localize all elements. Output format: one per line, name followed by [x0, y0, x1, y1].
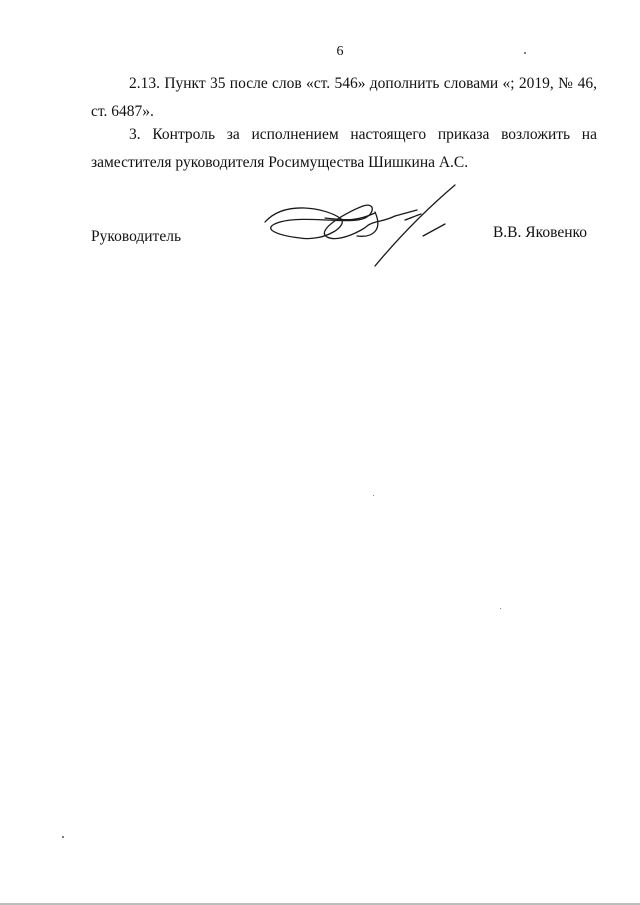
scan-speck	[524, 52, 526, 54]
scan-speck	[500, 608, 501, 609]
scan-speck	[373, 495, 374, 496]
signer-title: Руководитель	[91, 228, 182, 245]
handwritten-signature	[255, 180, 460, 270]
paragraph-2-13: 2.13. Пункт 35 после слов «ст. 546» дополнить словами «; 2019, № 46, ст. 6487».	[91, 75, 597, 120]
scan-speck	[62, 836, 64, 838]
page-number: 6	[336, 44, 344, 59]
signer-name: В.В. Яковенко	[492, 224, 587, 241]
paragraph-3: 3. Контроль за исполнением настоящего приказа возложить на заместителя руководителя Росимущества Шишкина А.С.	[91, 126, 597, 171]
signature-block	[91, 224, 597, 252]
